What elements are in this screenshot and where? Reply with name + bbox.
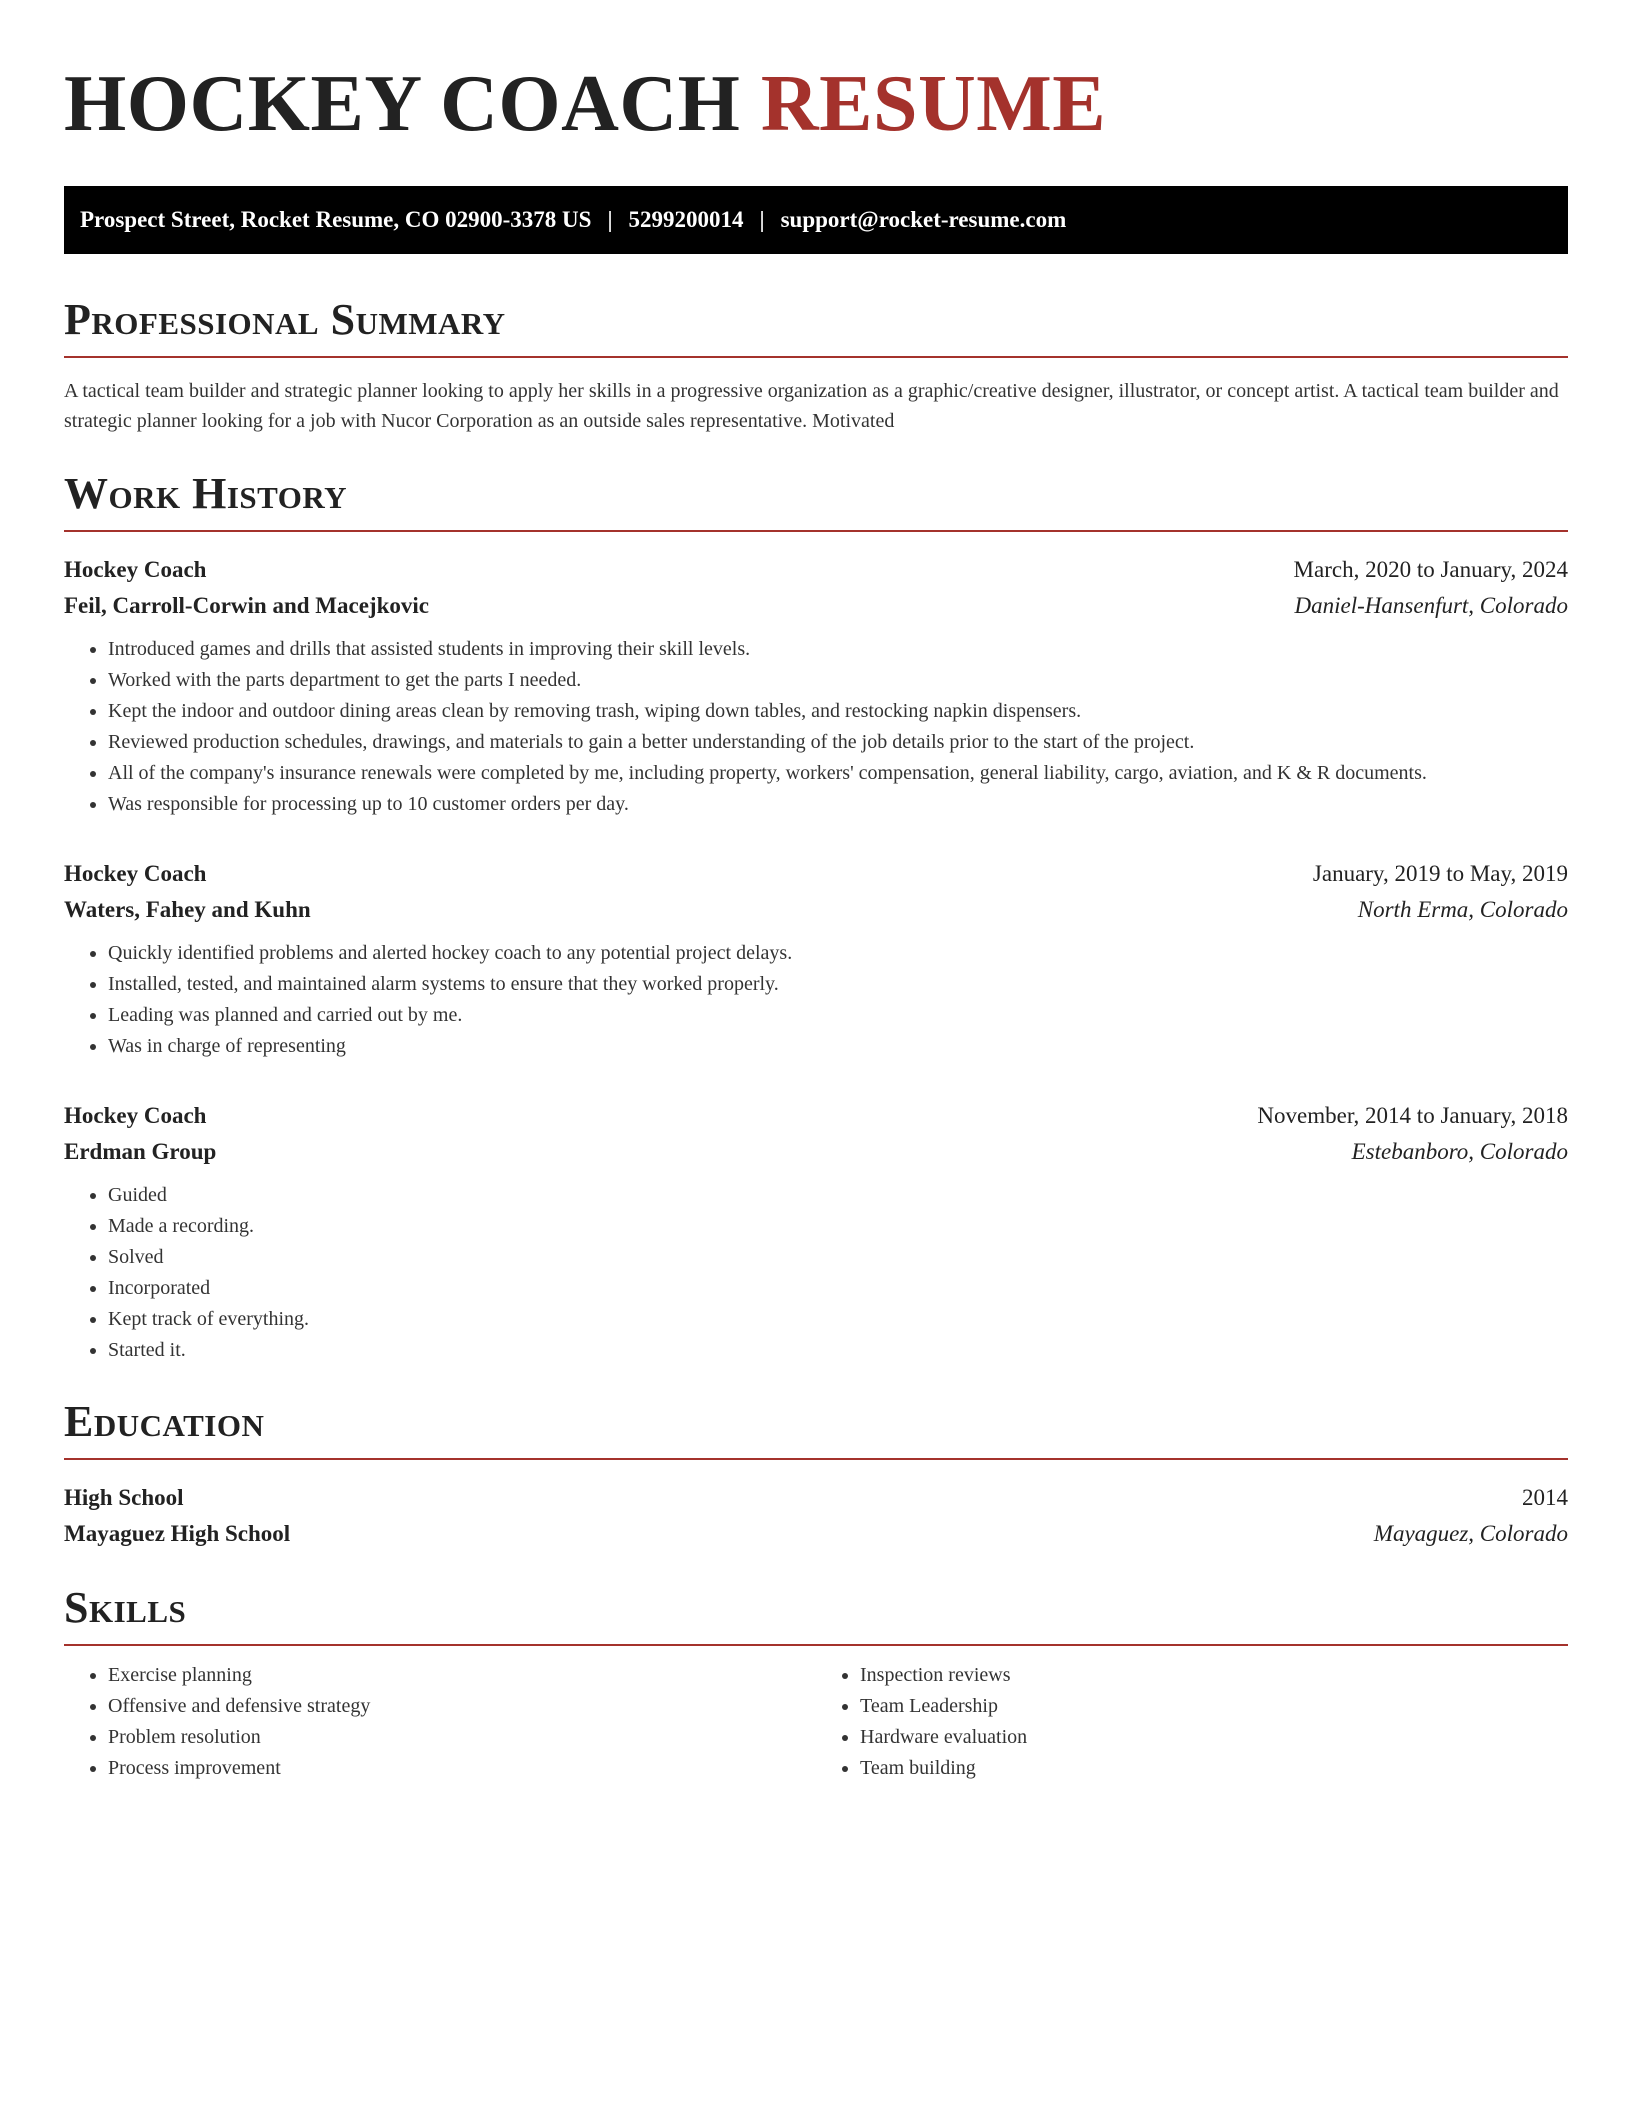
education-school: Mayaguez High School [64, 1521, 291, 1546]
list-item: • Was in charge of representing [108, 1031, 1568, 1062]
job-header-row [64, 1098, 1568, 1134]
job-location: North Erma, Colorado [1357, 897, 1568, 922]
list-item: • Kept the indoor and outdoor dining areas clean by removing trash, wiping down tables, and restocking napkin dispensers. [108, 696, 1568, 727]
skills-heading: Skills [64, 1586, 1568, 1646]
job-title: Hockey Coach [64, 861, 207, 886]
contact-separator: | [607, 207, 613, 232]
job-title: Hockey Coach [64, 557, 207, 582]
skills-list-left [64, 1660, 816, 1784]
job-bullets [64, 1180, 1568, 1366]
skills-list-right [816, 1660, 1568, 1784]
job-dates: March, 2020 to January, 2024 [1293, 557, 1568, 582]
list-item: • Team Leadership [860, 1691, 1568, 1722]
list-item: • Introduced games and drills that assisted students in improving their skill levels. [108, 634, 1568, 665]
job-entry [64, 552, 1568, 820]
title-main: HOCKEY COACH [64, 60, 741, 148]
contact-email: support@rocket-resume.com [780, 207, 1067, 232]
list-item: • Exercise planning [108, 1660, 816, 1691]
summary-text: A tactical team builder and strategic planner looking to apply her skills in a progressive organization as a graphic/creative designer, illustrator, or concept artist. A tactical team builder and strategic planner looking for a job with Nucor Corporation as an outside sales representative. Motivated [64, 380, 1559, 432]
job-company: Feil, Carroll-Corwin and Macejkovic [64, 593, 429, 618]
education-entry [64, 1480, 1568, 1552]
list-item: • Quickly identified problems and alerted hockey coach to any potential project delays. [108, 938, 1568, 969]
list-item: • Guided [108, 1180, 1568, 1211]
list-item: • Was responsible for processing up to 10 customer orders per day. [108, 789, 1568, 820]
summary-heading: Professional Summary [64, 298, 1568, 358]
contact-separator: | [759, 207, 765, 232]
job-entry [64, 856, 1568, 1062]
job-company: Erdman Group [64, 1139, 217, 1164]
resume-title [64, 54, 1568, 148]
education-location: Mayaguez, Colorado [1373, 1521, 1568, 1546]
work-history-section [64, 469, 1568, 1366]
job-company: Waters, Fahey and Kuhn [64, 897, 311, 922]
job-company-row [64, 588, 1568, 624]
job-location: Estebanboro, Colorado [1351, 1139, 1568, 1164]
contact-phone: 5299200014 [628, 207, 744, 232]
education-school-row [64, 1516, 1568, 1552]
skills-grid [64, 1660, 1568, 1784]
list-item: • Worked with the parts department to get the parts I needed. [108, 665, 1568, 696]
education-year: 2014 [1522, 1485, 1568, 1510]
job-header-row [64, 856, 1568, 892]
education-section [64, 1397, 1568, 1552]
education-degree: High School [64, 1485, 184, 1510]
education-degree-row [64, 1480, 1568, 1516]
list-item: • Made a recording. [108, 1211, 1568, 1242]
job-dates: November, 2014 to January, 2018 [1257, 1103, 1568, 1128]
title-accent: RESUME [760, 60, 1107, 148]
job-bullets [64, 634, 1568, 820]
job-header-row [64, 552, 1568, 588]
contact-address: Prospect Street, Rocket Resume, CO 02900-3378 US [80, 207, 592, 232]
list-item: • Incorporated [108, 1273, 1568, 1304]
list-item: • Problem resolution [108, 1722, 816, 1753]
summary-section [64, 295, 1568, 436]
list-item: • Offensive and defensive strategy [108, 1691, 816, 1722]
list-item: • All of the company's insurance renewals were completed by me, including property, workers' compensation, general liability, cargo, aviation, and K & R documents. [108, 758, 1568, 789]
contact-bar [64, 186, 1568, 254]
job-dates: January, 2019 to May, 2019 [1312, 861, 1568, 886]
list-item: • Inspection reviews [860, 1660, 1568, 1691]
list-item: • Reviewed production schedules, drawings, and materials to gain a better understanding of the job details prior to the start of the project. [108, 727, 1568, 758]
list-item: • Installed, tested, and maintained alarm systems to ensure that they worked properly. [108, 969, 1568, 1000]
work-history-heading: Work History [64, 472, 1568, 532]
job-title: Hockey Coach [64, 1103, 207, 1128]
list-item: • Solved [108, 1242, 1568, 1273]
list-item: • Started it. [108, 1335, 1568, 1366]
education-heading: Education [64, 1400, 1568, 1460]
list-item: • Hardware evaluation [860, 1722, 1568, 1753]
list-item: • Team building [860, 1753, 1568, 1784]
job-location: Daniel-Hansenfurt, Colorado [1294, 593, 1568, 618]
list-item: • Leading was planned and carried out by me. [108, 1000, 1568, 1031]
skills-section [64, 1583, 1568, 1784]
list-item: • Process improvement [108, 1753, 816, 1784]
job-company-row [64, 892, 1568, 928]
job-bullets [64, 938, 1568, 1062]
list-item: • Kept track of everything. [108, 1304, 1568, 1335]
job-entry [64, 1098, 1568, 1366]
job-company-row [64, 1134, 1568, 1170]
